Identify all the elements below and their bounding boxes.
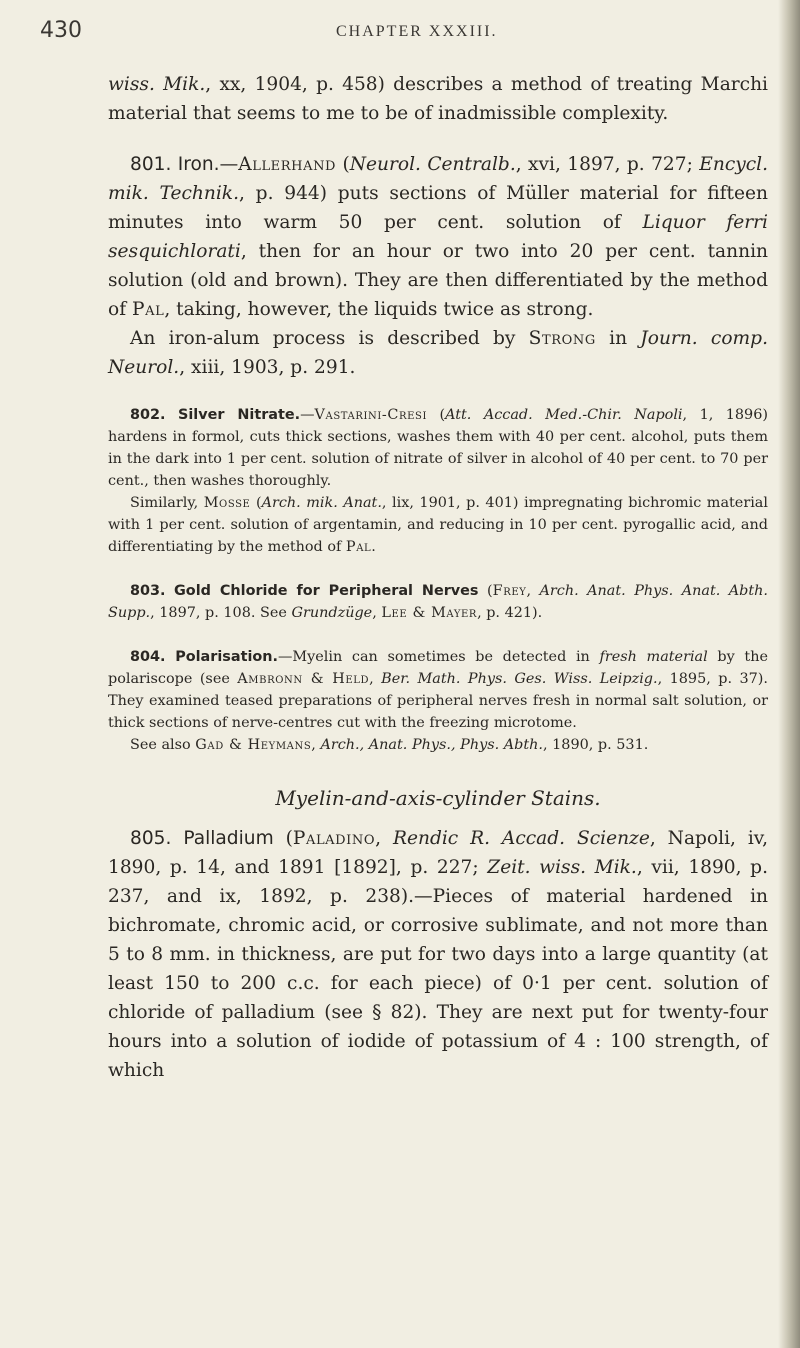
text: Similarly, (130, 495, 204, 511)
text: , Napoli, iv, 1890, p. 14, and 1891 [1892], p. 227; (108, 828, 768, 878)
text: , (369, 671, 382, 687)
author-name: Allerhand (238, 154, 337, 175)
journal-title: Arch. Anat. Phys. Anat. Abth. Supp. (108, 583, 769, 621)
section-802-paragraph-2 (108, 492, 768, 558)
text: , 1890, p. 531. (542, 737, 649, 753)
journal-title: Ber. Math. Phys. Ges. Wiss. Leipzig. (381, 671, 658, 687)
running-head: CHAPTER XXXIII. (336, 23, 498, 40)
journal-title: Zeit. wiss. Mik. (487, 857, 637, 878)
author-name: Mosse (203, 495, 251, 511)
text: , (372, 605, 382, 621)
text: . (371, 539, 376, 555)
dash: — (277, 649, 293, 665)
journal-title: wiss. Mik. (108, 74, 206, 95)
reagent-name: Liquor ferri sesquichlorati (108, 212, 768, 262)
text: ( (336, 154, 350, 175)
journal-title: Neurol. Centralb. (349, 154, 516, 175)
text: , then for an hour or two into 20 per cent. tannin solution (old and brown). They are then differentiated by the method of (108, 241, 768, 320)
text: , 1, 1896) hardens in formol, cuts thick sections, washes them with 40 per cent. alcohol, puts them in the dark into 1 per cent. solution of nitrate of silver in alcohol of 40 per cent. to 70 per cent., then washes thoroughly. (108, 407, 768, 489)
text: ( (427, 407, 446, 423)
section-802-paragraph (108, 404, 768, 492)
author-name: Pal (345, 539, 372, 555)
subsection-heading: Myelin-and-axis-cylinder Stains. (275, 786, 601, 810)
emphasis: fresh material (599, 649, 708, 665)
section-title: Palladium (183, 828, 274, 849)
page-number: 430 (40, 18, 82, 43)
section-number: 805. (130, 828, 172, 849)
journal-title: Att. Accad. Med.-Chir. Napoli (445, 407, 683, 423)
dash: — (300, 407, 315, 423)
text: ( (273, 828, 293, 849)
text: by the polariscope (see (108, 649, 768, 687)
text: An iron-alum process is described by (130, 328, 529, 349)
author-name: Gad & Heymans (195, 737, 312, 753)
page-header (40, 18, 760, 52)
text: , p. 421). (477, 605, 543, 621)
author-name: Ambronn & Held (237, 671, 370, 687)
text: , xvi, 1897, p. 727; (515, 154, 700, 175)
author-name: Paladino (292, 828, 376, 849)
text: , vii, 1890, p. 237, and ix, 1892, p. 238).—Pieces of material hardened in bichromate, chromic acid, or corrosive sublimate, and not more than 5 to 8 mm. in thickness, are put for two days into a large quantity (at least 150 to 200 c.c. for each piece) of 0·1 per cent. solution of chloride of palladium (see § 82). They are next put for twenty-four hours into a solution of iodide of potassium of 4 : 100 strength, of which (108, 857, 768, 1081)
text: in (595, 328, 641, 349)
author-name: Frey (492, 583, 527, 599)
text: , 1895, p. 37). They examined teased preparations of peripheral nerves fresh in normal salt solution, or thick sections of nerve-centres cut with the freezing microtome. (108, 671, 768, 731)
section-title: Iron. (177, 154, 220, 175)
journal-title: Arch., Anat. Phys., Phys. Abth. (320, 737, 543, 753)
section-number: 802. (130, 407, 166, 423)
text: , (375, 828, 393, 849)
section-801-paragraph (108, 150, 768, 324)
author-name: Pal (132, 299, 165, 320)
text: , p. 944) puts sections of Müller material for fifteen minutes into warm 50 per cent. solution of (108, 183, 768, 233)
journal-title: Journ. comp. Neurol. (108, 328, 768, 378)
journal-title: Encycl. mik. Technik. (108, 154, 769, 204)
section-number: 804. (130, 649, 166, 665)
text: See also (130, 737, 196, 753)
journal-title: Rendic R. Accad. Scienze (392, 828, 650, 849)
author-name: Lee & Mayer (381, 605, 478, 621)
text: Myelin can sometimes be detected in (292, 649, 600, 665)
dash: — (219, 154, 239, 175)
section-title: Silver Nitrate. (177, 407, 301, 423)
text: ( (250, 495, 262, 511)
journal-title: Arch. mik. Anat. (261, 495, 382, 511)
intro-paragraph (108, 70, 768, 128)
section-804-paragraph-2 (108, 734, 768, 756)
text: , lix, 1901, p. 401) impregnating bichromic material with 1 per cent. solution of argentamin, and reducing in 10 per cent. pyrogallic acid, and differentiating by the method of (108, 495, 768, 555)
paragraph-text: , xx, 1904, p. 458) describes a method of treating Marchi material that seems to me to be of inadmissible complexity. (108, 74, 768, 124)
text: , taking, however, the liquids twice as strong. (164, 299, 594, 320)
text: ( (478, 583, 493, 599)
book-title: Grundzüge (291, 605, 373, 621)
section-805-paragraph (108, 824, 768, 1085)
section-804-paragraph (108, 646, 768, 734)
author-name: Vastarini-Cresi (314, 407, 428, 423)
page-edge-shadow (778, 0, 800, 1348)
text: , xiii, 1903, p. 291. (179, 357, 356, 378)
author-name: Strong (528, 328, 596, 349)
section-803-paragraph (108, 580, 768, 624)
section-number: 801. (130, 154, 172, 175)
text: , 1897, p. 108. See (150, 605, 292, 621)
page-body (108, 70, 768, 1085)
section-801-paragraph-2 (108, 324, 768, 382)
section-title: Polarisation. (175, 649, 278, 665)
section-title: Gold Chloride for Peripheral Nerves (174, 583, 479, 599)
text: , (526, 583, 540, 599)
text: , (311, 737, 321, 753)
section-number: 803. (130, 583, 166, 599)
